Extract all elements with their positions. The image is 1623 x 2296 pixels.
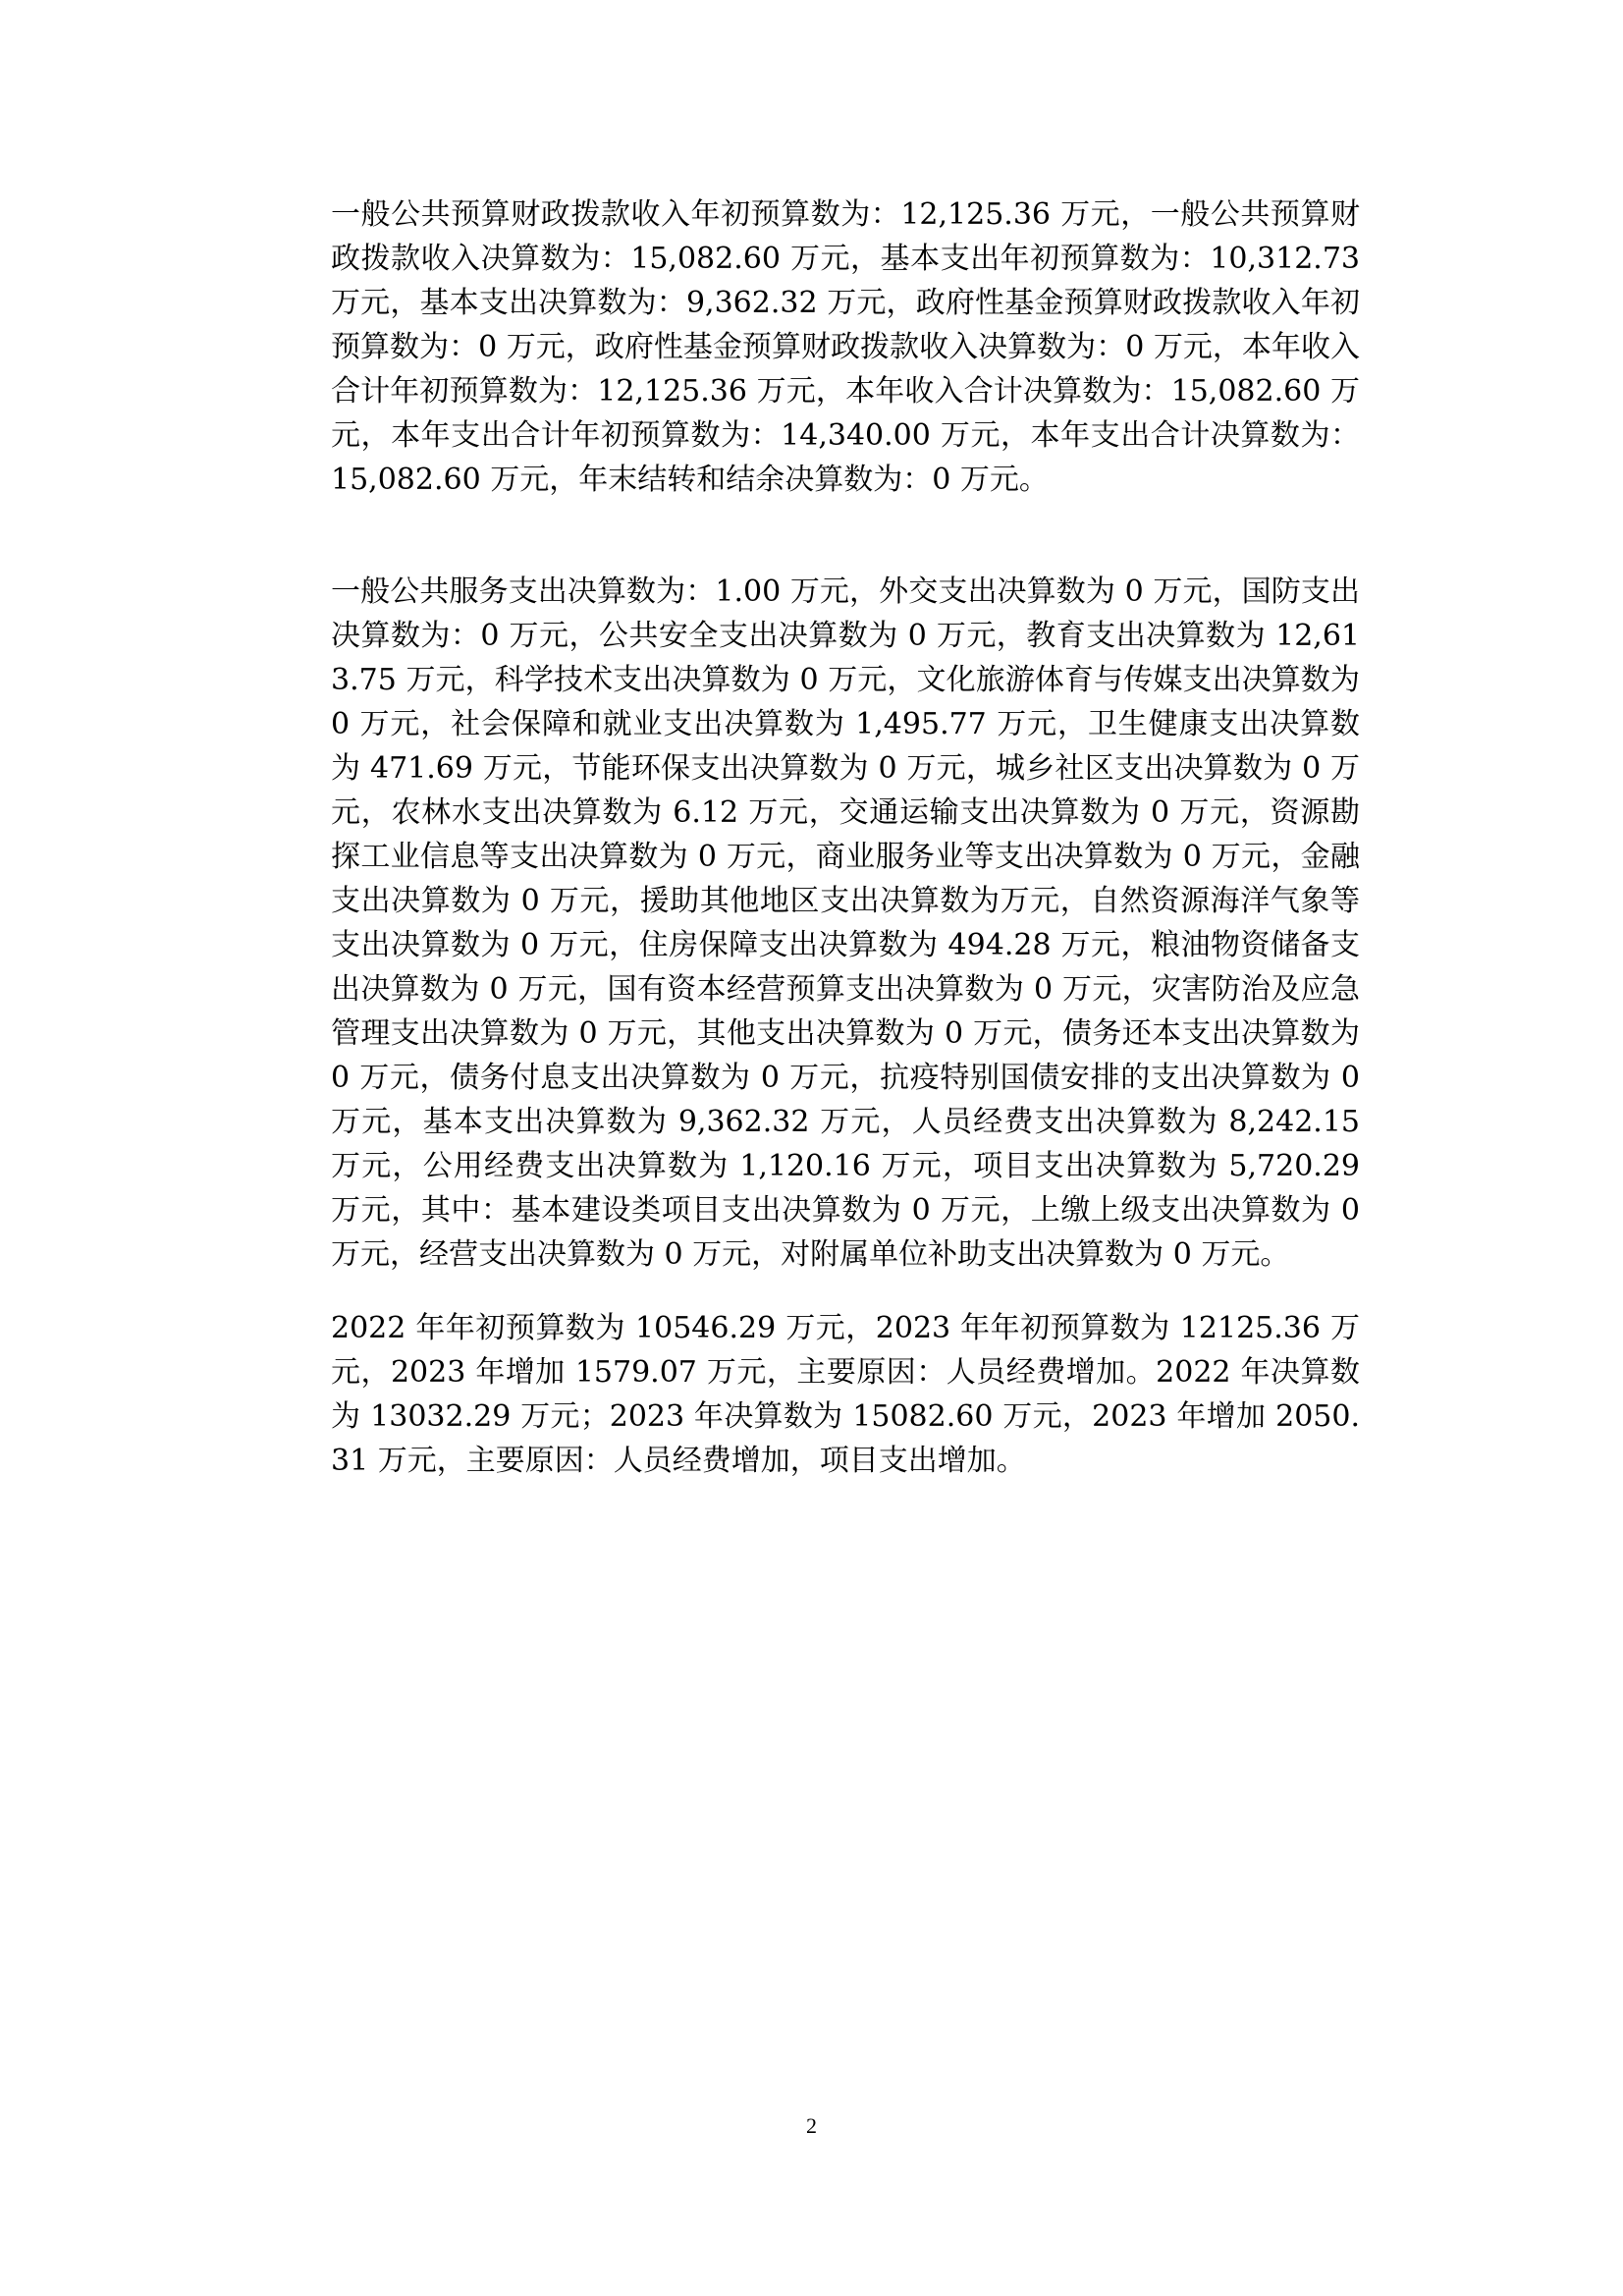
paragraph-year-comparison: 2022 年年初预算数为 10546.29 万元，2023 年年初预算数为 12125.36 万元，2023 年增加 1579.07 万元，主要原因：人员经费增加。2022 年决算数为 13032.29 万元；2023 年决算数为 15082.60 万元，2023 年增加 2050.31 万元，主要原因：人员经费增加，项目支出增加。 (331, 1311, 1360, 1478)
paragraph-budget-revenue: 一般公共预算财政拨款收入年初预算数为：12,125.36 万元，一般公共预算财政拨款收入决算数为：15,082.60 万元，基本支出年初预算数为：10,312.73 万元，基本支出决算数为：9,362.32 万元，政府性基金预算财政拨款收入年初预算数为：0 万元，政府性基金预算财政拨款收入决算数为：0 万元，本年收入合计年初预算数为：12,125.36 万元，本年收入合计决算数为：15,082.60 万元，本年支出合计年初预算数为：14,340.00 万元，本年支出合计决算数为：15,082.60 万元，年末结转和结余决算数为：0 万元。 (331, 197, 1360, 497)
page-number: 2 (806, 2113, 817, 2138)
paragraph-expenditure-breakdown: 一般公共服务支出决算数为：1.00 万元，外交支出决算数为 0 万元，国防支出决算数为：0 万元，公共安全支出决算数为 0 万元，教育支出决算数为 12,613.75 万元，科学技术支出决算数为 0 万元，文化旅游体育与传媒支出决算数为 0 万元，社会保障和就业支出决算数为 1,495.77 万元，卫生健康支出决算数为 471.69 万元，节能环保支出决算数为 0 万元，城乡社区支出决算数为 0 万元，农林水支出决算数为 6.12 万元，交通运输支出决算数为 0 万元，资源勘探工业信息等支出决算数为 0 万元，商业服务业等支出决算数为 0 万元，金融支出决算数为 0 万元，援助其他地区支出决算数为万元，自然资源海洋气象等支出决算数为 0 万元，住房保障支出决算数为 494.28 万元，粮油物资储备支出决算数为 0 万元，国有资本经营预算支出决算数为 0 万元，灾害防治及应急管理支出决算数为 0 万元，其他支出决算数为 0 万元，债务还本支出决算数为 0 万元，债务付息支出决算数为 0 万元，抗疫特别国债安排的支出决算数为 0 万元，基本支出决算数为 9,362.32 万元，人员经费支出决算数为 8,242.15 万元，公用经费支出决算数为 1,120.16 万元，项目支出决算数为 5,720.29 万元，其中：基本建设类项目支出决算数为 0 万元，上缴上级支出决算数为 0 万元，经营支出决算数为 0 万元，对附属单位补助支出决算数为 0 万元。 (331, 574, 1360, 1272)
